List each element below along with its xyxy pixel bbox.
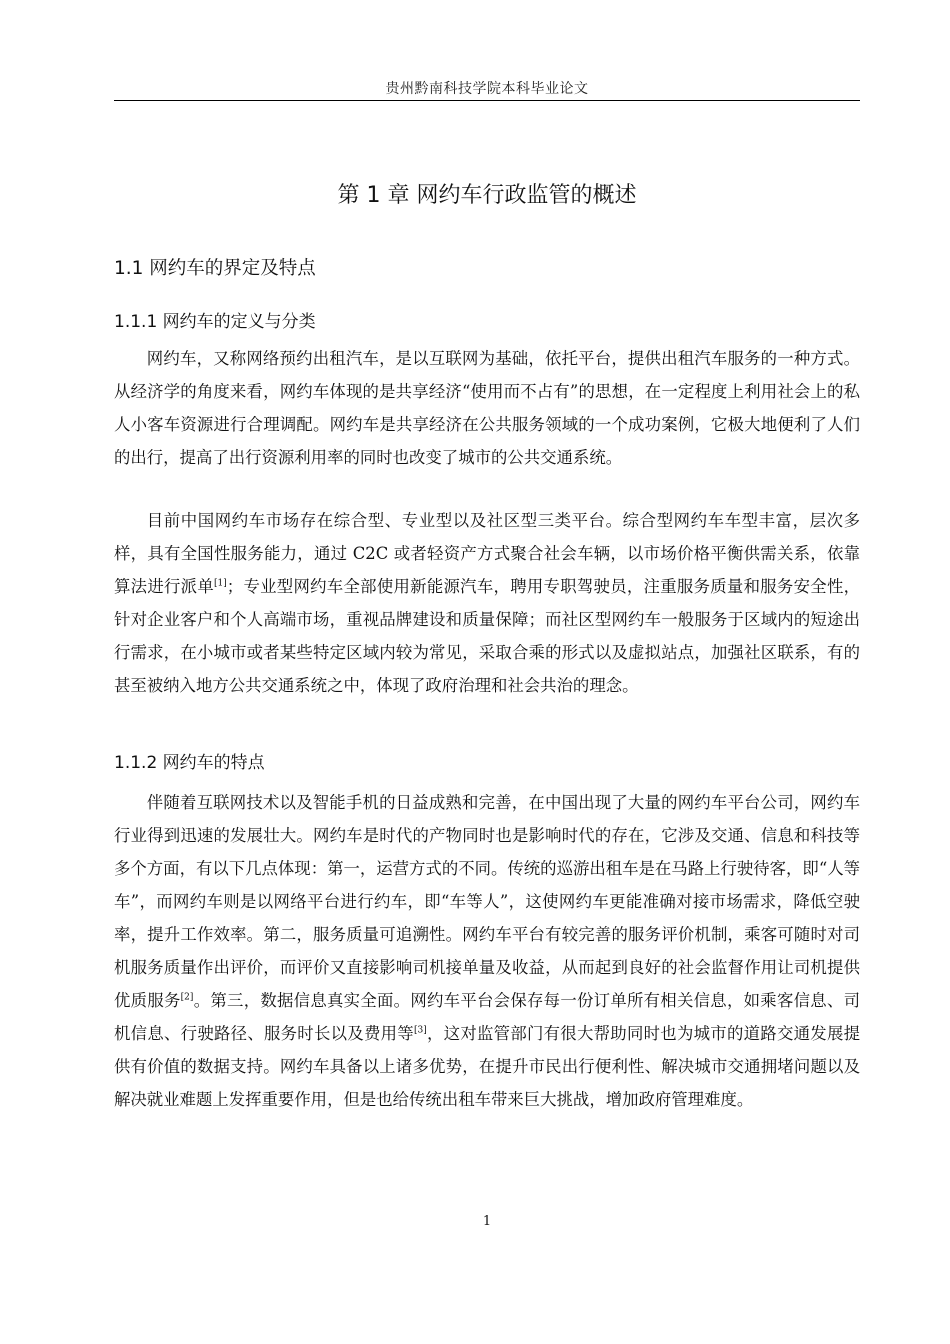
header-divider — [114, 100, 860, 101]
paragraph-text: 。第三，数据信息真实全面。网约车平台会保存每一份订单所有相关信息，如乘客信息、司机信息、行驶路径、服务时长以及费用等 — [114, 991, 861, 1043]
paragraph-text: 伴随着互联网技术以及智能手机的日益成熟和完善，在中国出现了大量的网约车平台公司，网约车行业得到迅速的发展壮大。网约车是时代的产物同时也是影响时代的存在，它涉及交通、信息和科技等多个方面，有以下几点体现：第一，运营方式的不同。传统的巡游出租车是在马路上行驶待客，即“人等车”，而网约车则是以网络平台进行约车，即“车等人”，这使网约车更能准确对接市场需求，降低空驶率，提升工作效率。第二，服务质量可追溯性。网约车平台有较完善的服务评价机制，乘客可随时对司机服务质量作出评价，而评价又直接影响司机接单量及收益，从而起到良好的社会监督作用让司机提供优质服务 — [114, 793, 860, 1010]
paragraph-classification — [114, 504, 860, 702]
paragraph-text: ；专业型网约车全部使用新能源汽车，聘用专职驾驶员，注重服务质量和服务安全性，针对企业客户和个人高端市场，重视品牌建设和质量保障；而社区型网约车一般服务于区域内的短途出行需求，在小城市或者某些特定区域内较为常见，采取合乘的形式以及虚拟站点，加强社区联系，有的甚至被纳入地方公共交通系统之中，体现了政府治理和社会共治的理念。 — [114, 577, 861, 695]
citation-ref: [1] — [214, 578, 227, 589]
paragraph-text: 目前中国网约车市场存在综合型、专业型以及社区型三类平台。综合型网约车车型丰富，层次多样，具有全国性服务能力，通过 C2C 或者轻资产方式聚合社会车辆，以市场价格平衡供需关系，依靠算法进行派单 — [114, 511, 860, 596]
section-heading-1-1: 1.1 网约车的界定及特点 — [114, 258, 316, 279]
section-heading-1-1-1: 1.1.1 网约车的定义与分类 — [114, 312, 316, 332]
citation-ref: [3] — [413, 1025, 427, 1036]
chapter-title: 第 1 章 网约车行政监管的概述 — [337, 183, 637, 208]
paragraph-features — [114, 786, 860, 1116]
section-heading-1-1-2: 1.1.2 网约车的特点 — [114, 753, 265, 773]
paragraph-text: ，这对监管部门有很大帮助同时也为城市的道路交通发展提供有价值的数据支持。网约车具备以上诸多优势，在提升市民出行便利性、解决城市交通拥堵问题以及解决就业难题上发挥重要作用，但是也给传统出租车带来巨大挑战，增加政府管理难度。 — [114, 1024, 861, 1109]
citation-ref: [2] — [180, 992, 194, 1003]
page-number: 1 — [482, 1214, 492, 1229]
page-header: 贵州黔南科技学院本科毕业论文 — [385, 81, 589, 97]
paragraph-definition — [114, 342, 860, 474]
paragraph-text: 网约车，又称网络预约出租汽车，是以互联网为基础，依托平台，提供出租汽车服务的一种方式。从经济学的角度来看，网约车体现的是共享经济“使用而不占有”的思想，在一定程度上利用社会上的私人小客车资源进行合理调配。网约车是共享经济在公共服务领域的一个成功案例，它极大地便利了人们的出行，提高了出行资源利用率的同时也改变了城市的公共交通系统。 — [114, 349, 860, 467]
